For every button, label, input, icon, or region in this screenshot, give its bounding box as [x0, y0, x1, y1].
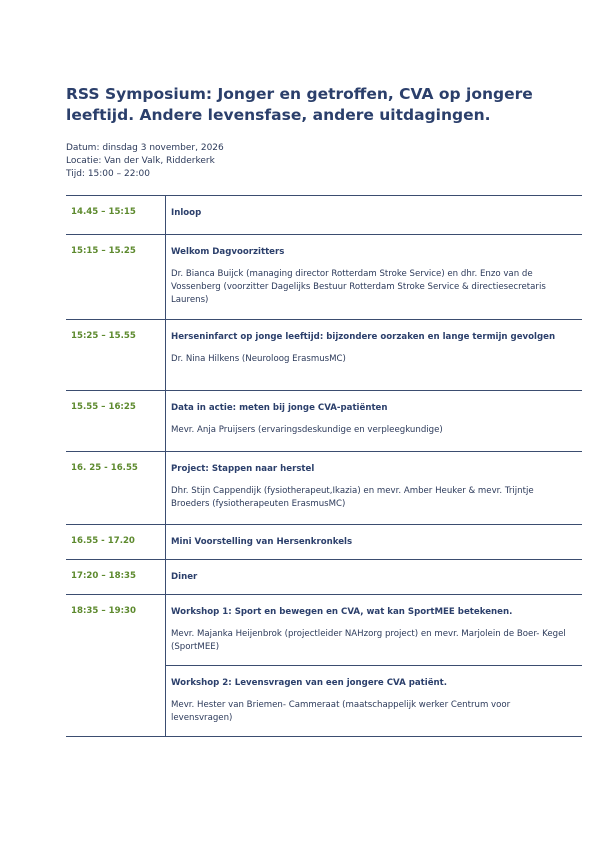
program-content — [166, 320, 583, 391]
program-content — [166, 235, 583, 320]
program-session-title: Workshop 1: Sport en bewegen en CVA, wat kan SportMEE betekenen. — [171, 607, 513, 617]
program-content — [166, 196, 583, 235]
program-session-speakers: Dr. Nina Hilkens (Neuroloog ErasmusMC) — [171, 354, 346, 364]
program-session-speakers: Mevr. Majanka Heijenbrok (projectleider NAHzorg project) en mevr. Marjolein de Boer- Kegel (SportMEE) — [171, 629, 566, 652]
program-row — [66, 525, 582, 560]
program-session-speakers: Dr. Bianca Buijck (managing director Rotterdam Stroke Service) en dhr. Enzo van de Vossenberg (voorzitter Dagelijks Bestuur Rotterdam Stroke Service & directiesecretaris Laurens) — [171, 269, 546, 305]
event-details — [66, 142, 224, 181]
program-content — [166, 595, 583, 666]
program-session-title: Diner — [171, 572, 198, 582]
program-time: 15.55 – 16:25 — [66, 391, 166, 452]
program-session-speakers: Mevr. Anja Pruijsers (ervaringsdeskundige en verpleegkundige) — [171, 425, 443, 435]
program-session-title: Inloop — [171, 208, 202, 218]
event-time: Tijd: 15:00 – 22:00 — [66, 169, 150, 179]
program-session-title: Mini Voorstelling van Hersenkronkels — [171, 537, 353, 547]
page-title: RSS Symposium: Jonger en getroffen, CVA op jongere leeftijd. Andere levensfase, andere uitdagingen. — [66, 85, 533, 124]
program-session-title: Welkom Dagvoorzitters — [171, 247, 285, 257]
program-content — [166, 560, 583, 595]
program-session-title: Herseninfarct op jonge leeftijd: bijzondere oorzaken en lange termijn gevolgen — [171, 332, 556, 342]
program-time: 16. 25 - 16.55 — [66, 452, 166, 525]
program-content — [166, 391, 583, 452]
event-location: Locatie: Van der Valk, Ridderkerk — [66, 156, 215, 166]
program-session-title: Workshop 2: Levensvragen van een jongere CVA patiënt. — [171, 678, 448, 688]
program-content — [166, 525, 583, 560]
program-row — [66, 235, 582, 320]
program-row — [66, 452, 582, 525]
program-time: 15:15 – 15.25 — [66, 235, 166, 320]
program-time: 14.45 – 15:15 — [66, 196, 166, 235]
program-session-speakers: Mevr. Hester van Briemen- Cammeraat (maatschappelijk werker Centrum voor levensvragen) — [171, 700, 511, 723]
program-row — [66, 560, 582, 595]
program-time: 16.55 - 17.20 — [66, 525, 166, 560]
program-content — [166, 452, 583, 525]
program-time: 17:20 – 18:35 — [66, 560, 166, 595]
program-row — [66, 595, 582, 666]
program-row — [66, 320, 582, 391]
program-row — [66, 196, 582, 235]
program-row — [66, 391, 582, 452]
program-time: 18:35 – 19:30 — [66, 595, 166, 737]
program-time: 15:25 – 15.55 — [66, 320, 166, 391]
program-content — [166, 666, 583, 737]
program-table — [66, 195, 582, 737]
program-session-speakers: Dhr. Stijn Cappendijk (fysiotherapeut,Ikazia) en mevr. Amber Heuker & mevr. Trijntje Broeders (fysiotherapeuten ErasmusMC) — [171, 486, 534, 509]
event-date: Datum: dinsdag 3 november, 2026 — [66, 143, 224, 153]
program-session-title: Data in actie: meten bij jonge CVA-patiënten — [171, 403, 388, 413]
program-session-title: Project: Stappen naar herstel — [171, 464, 315, 474]
